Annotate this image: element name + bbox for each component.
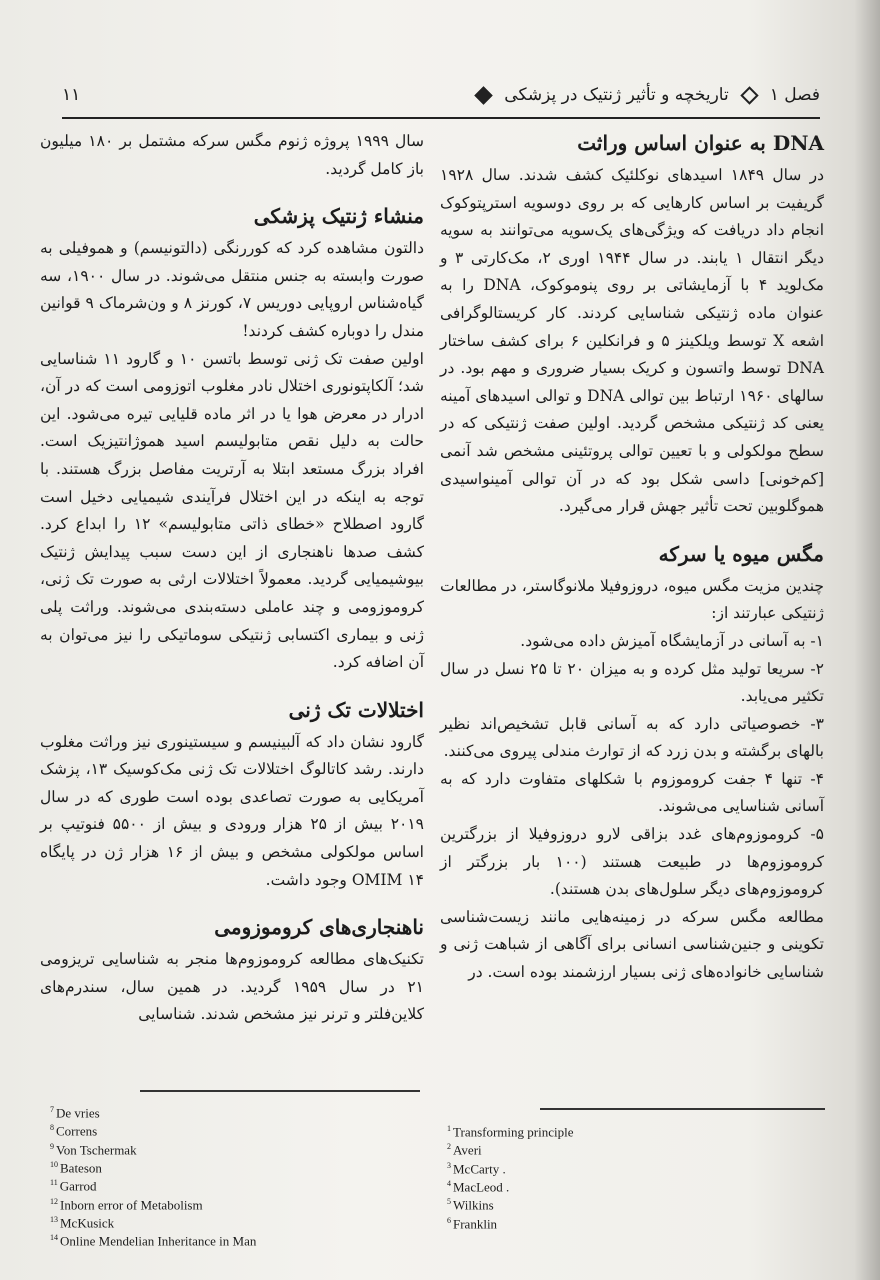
paragraph-dalton: دالتون مشاهده کرد که کوررنگی (دالتونیسم) و هموفیلی به صورت وابسته به جنس منتقل می‌شوند. در سال ۱۹۰۰، سه گیاه‌شناس اروپایی دوریس ۷، کورنز ۸ و ون‌شرماک ۹ قوانین مندل را دوباره کشف کردند! [40,239,424,340]
page-number: ۱۱ [62,85,81,105]
footnote: $^{13}$ McKusick [50,1214,115,1231]
footnote: $^4$ MacLeod . [447,1178,510,1195]
header-rule [62,117,820,119]
footnote: $^9$ Von Tschermak [50,1141,137,1157]
footnote: $^{10}$ Bateson [50,1159,102,1176]
diamond-filled-icon [475,86,493,104]
footnote: $^7$ De vries [50,1105,100,1121]
paragraph-single-gene: گارود نشان داد که آلبینیسم و سیستینوری نیز وراثت مغلوب دارند. رشد کاتالوگ اختلالات تک ژنی مک‌کوسیک ۱۳، پزشک آمریکایی به صورت تصاعدی بوده است طوری که در سال ۲۰۱۹ بیش از ۲۵ هزار ورودی و بیش از ۵۵۰۰ فنوتیپ بر اساس مولکولی مشخص و بیش از ۱۶ هزار ژن در پایگاه OMIM ۱۴ وجود داشت. [40,732,425,889]
footnote: $^{11}$ Garrod [50,1178,97,1194]
list-item: ۴- تنها ۴ جفت کروموزوم با شکلهای متفاوت دارد که به آسانی شناسایی می‌شوند. [440,769,824,816]
chapter-title: تاریخچه و تأثیر ژنتیک در پزشکی [504,85,729,105]
footnotes-right [447,1121,807,1231]
paragraph-garrod: اولین صفت تک ژنی توسط باتسن ۱۰ و گارود ۱۱ شناسایی شد؛ آلکاپتونوری اختلال نادر مغلوب اتوزومی است که در آن، ادرار در معرض هوا یا در اثر ماده قلیایی تیره می‌شود. این حالت به دلیل نقص متابولیسم اسید هموژانتیزیک است. افراد بزرگ مستعد ابتلا به آرتریت مفاصل بزرگ هستند. با توجه به اینکه در این اختلال فرآیندی شیمیایی دخیل است گارود اصطلاح «خطای ذاتی متابولیسم» ۱۲ را ابداع کرد. کشف صدها ناهنجاری از این دست سبب پیدایش ژنتیک بیوشیمیایی گردید. معمولاً اختلالات ارثی به صورت تک ژنی، کروموزومی و چند عاملی دسته‌بندی می‌شوند. وراثت پلی ژنی و بیماری اکتسابی ژنتیکی سوماتیکی را نیز می‌توان به آن اضافه کرد. [40,349,424,672]
paragraph-genome-project: سال ۱۹۹۹ پروژه ژنوم مگس سرکه مشتمل بر ۱۸۰ میلیون باز کامل گردید. [40,132,424,178]
diamond-outline-icon [740,86,758,104]
footnote-rule-left [140,1090,420,1092]
list-item: ۵- کروموزوم‌های غدد بزاقی لارو دروزوفیلا از بزرگترین کروموزوم‌ها در طبیعت هستند (۱۰۰ بار بزرگتر از کروموزوم‌های دیگر سلول‌های بدن هستند). [440,825,824,899]
paragraph-fly-intro: چندین مزیت مگس میوه، دروزوفیلا ملانوگاستر، در مطالعات ژنتیکی عبارتند از: [440,576,824,623]
footnote: $^5$ Wilkins [447,1197,494,1213]
list-item: ۳- خصوصیاتی دارد که به آسانی قابل تشخیص‌اند نظیر بالهای برگشته و بدن زرد که از توارث مندلی پیروی می‌کنند. [440,714,824,761]
footnote: $^{12}$ Inborn error of Metabolism [50,1196,203,1212]
list-item: ۲- سریعا تولید مثل کرده و به میزان ۲۰ تا ۲۵ نسل در سال تکثیر می‌یابد. [440,659,824,706]
section-heading-fruit-fly: مگس میوه یا سرکه [658,541,824,566]
section-heading-medical-genetics: منشاء ژنتیک پزشکی [253,204,424,229]
footnote: $^6$ Franklin [447,1215,498,1231]
fruit-fly-list [440,573,824,987]
footnotes-left [50,1102,410,1249]
footnote: $^3$ McCarty . [447,1160,506,1176]
section-heading-single-gene: اختلالات تک ژنی [288,697,424,722]
list-item: ۱- به آسانی در آزمایشگاه آمیزش داده می‌شود. [520,631,824,650]
footnote-rule-right [540,1108,825,1110]
section-heading-dna: DNA به عنوان اساس وراثت [577,131,824,155]
chapter-label: فصل ۱ [769,85,820,105]
footnote: $^{14}$ Online Mendelian Inheritance in Man [50,1233,257,1249]
footnote: $^1$ Transforming principle [447,1124,574,1140]
paragraph-fly-study: مطالعه مگس سرکه در زمینه‌هایی مانند زیست‌شناسی تکوینی و جنین‌شناسی انسانی برای آگاهی از شباهت ژنی و شناسایی خانواده‌های ژنی بسیار ارزشمند بوده است. در [440,907,824,982]
running-header [62,78,820,112]
footnote: $^2$ Averi [447,1142,482,1158]
paragraph-chromosomal: تکنیک‌های مطالعه کروموزوم‌ها منجر به شناسایی تریزومی ۲۱ در سال ۱۹۵۹ گردید. در همین سال، سندرم‌های کلاین‌فلتر و ترنر نیز مشخص شدند. شناسایی [40,950,424,1024]
page-edge-shadow [854,0,880,1280]
paragraph-dna: در سال ۱۸۴۹ اسیدهای نوکلئیک کشف شدند. سال ۱۹۲۸ گریفیت بر اساس کارهایی که بر روی دوسویه استرپتوکوک انجام داد دریافت که ویژگی‌های یک‌سویه می‌توانند به سویه دیگر انتقال ۱ یابند. در سال ۱۹۴۴ اوری ۲، مک‌کارتی ۳ و مک‌لوید ۴ با آزمایشاتی بر روی پنوموکوک، DNA را به عنوان ماده ژنتیکی شناسایی کردند. کار کریستالوگرافی اشعه X توسط ویلکینز ۵ و فرانکلین ۶ برای کشف ساختار DNA توسط واتسون و کریک بسیار ضروری و مهم بود. در سالهای ۱۹۶۰ ارتباط بین توالی DNA و توالی اسیدهای آمینه یعنی کد ژنتیکی مشخص گردید. اولین صفت ژنتیکی که در سطح مولکولی و با تعیین توالی پروتئینی مشخص شد آنمی [کم‌خونی] داسی شکل بود که در آن توالی آمینواسیدی هموگلوبین تحت تأثیر جهش قرار می‌گیرد. [440,166,825,516]
section-heading-chromosomal: ناهنجاری‌های کروموزومی [214,915,424,940]
left-column [40,128,424,1029]
footnote: $^8$ Correns [50,1123,98,1139]
right-column [440,124,824,987]
